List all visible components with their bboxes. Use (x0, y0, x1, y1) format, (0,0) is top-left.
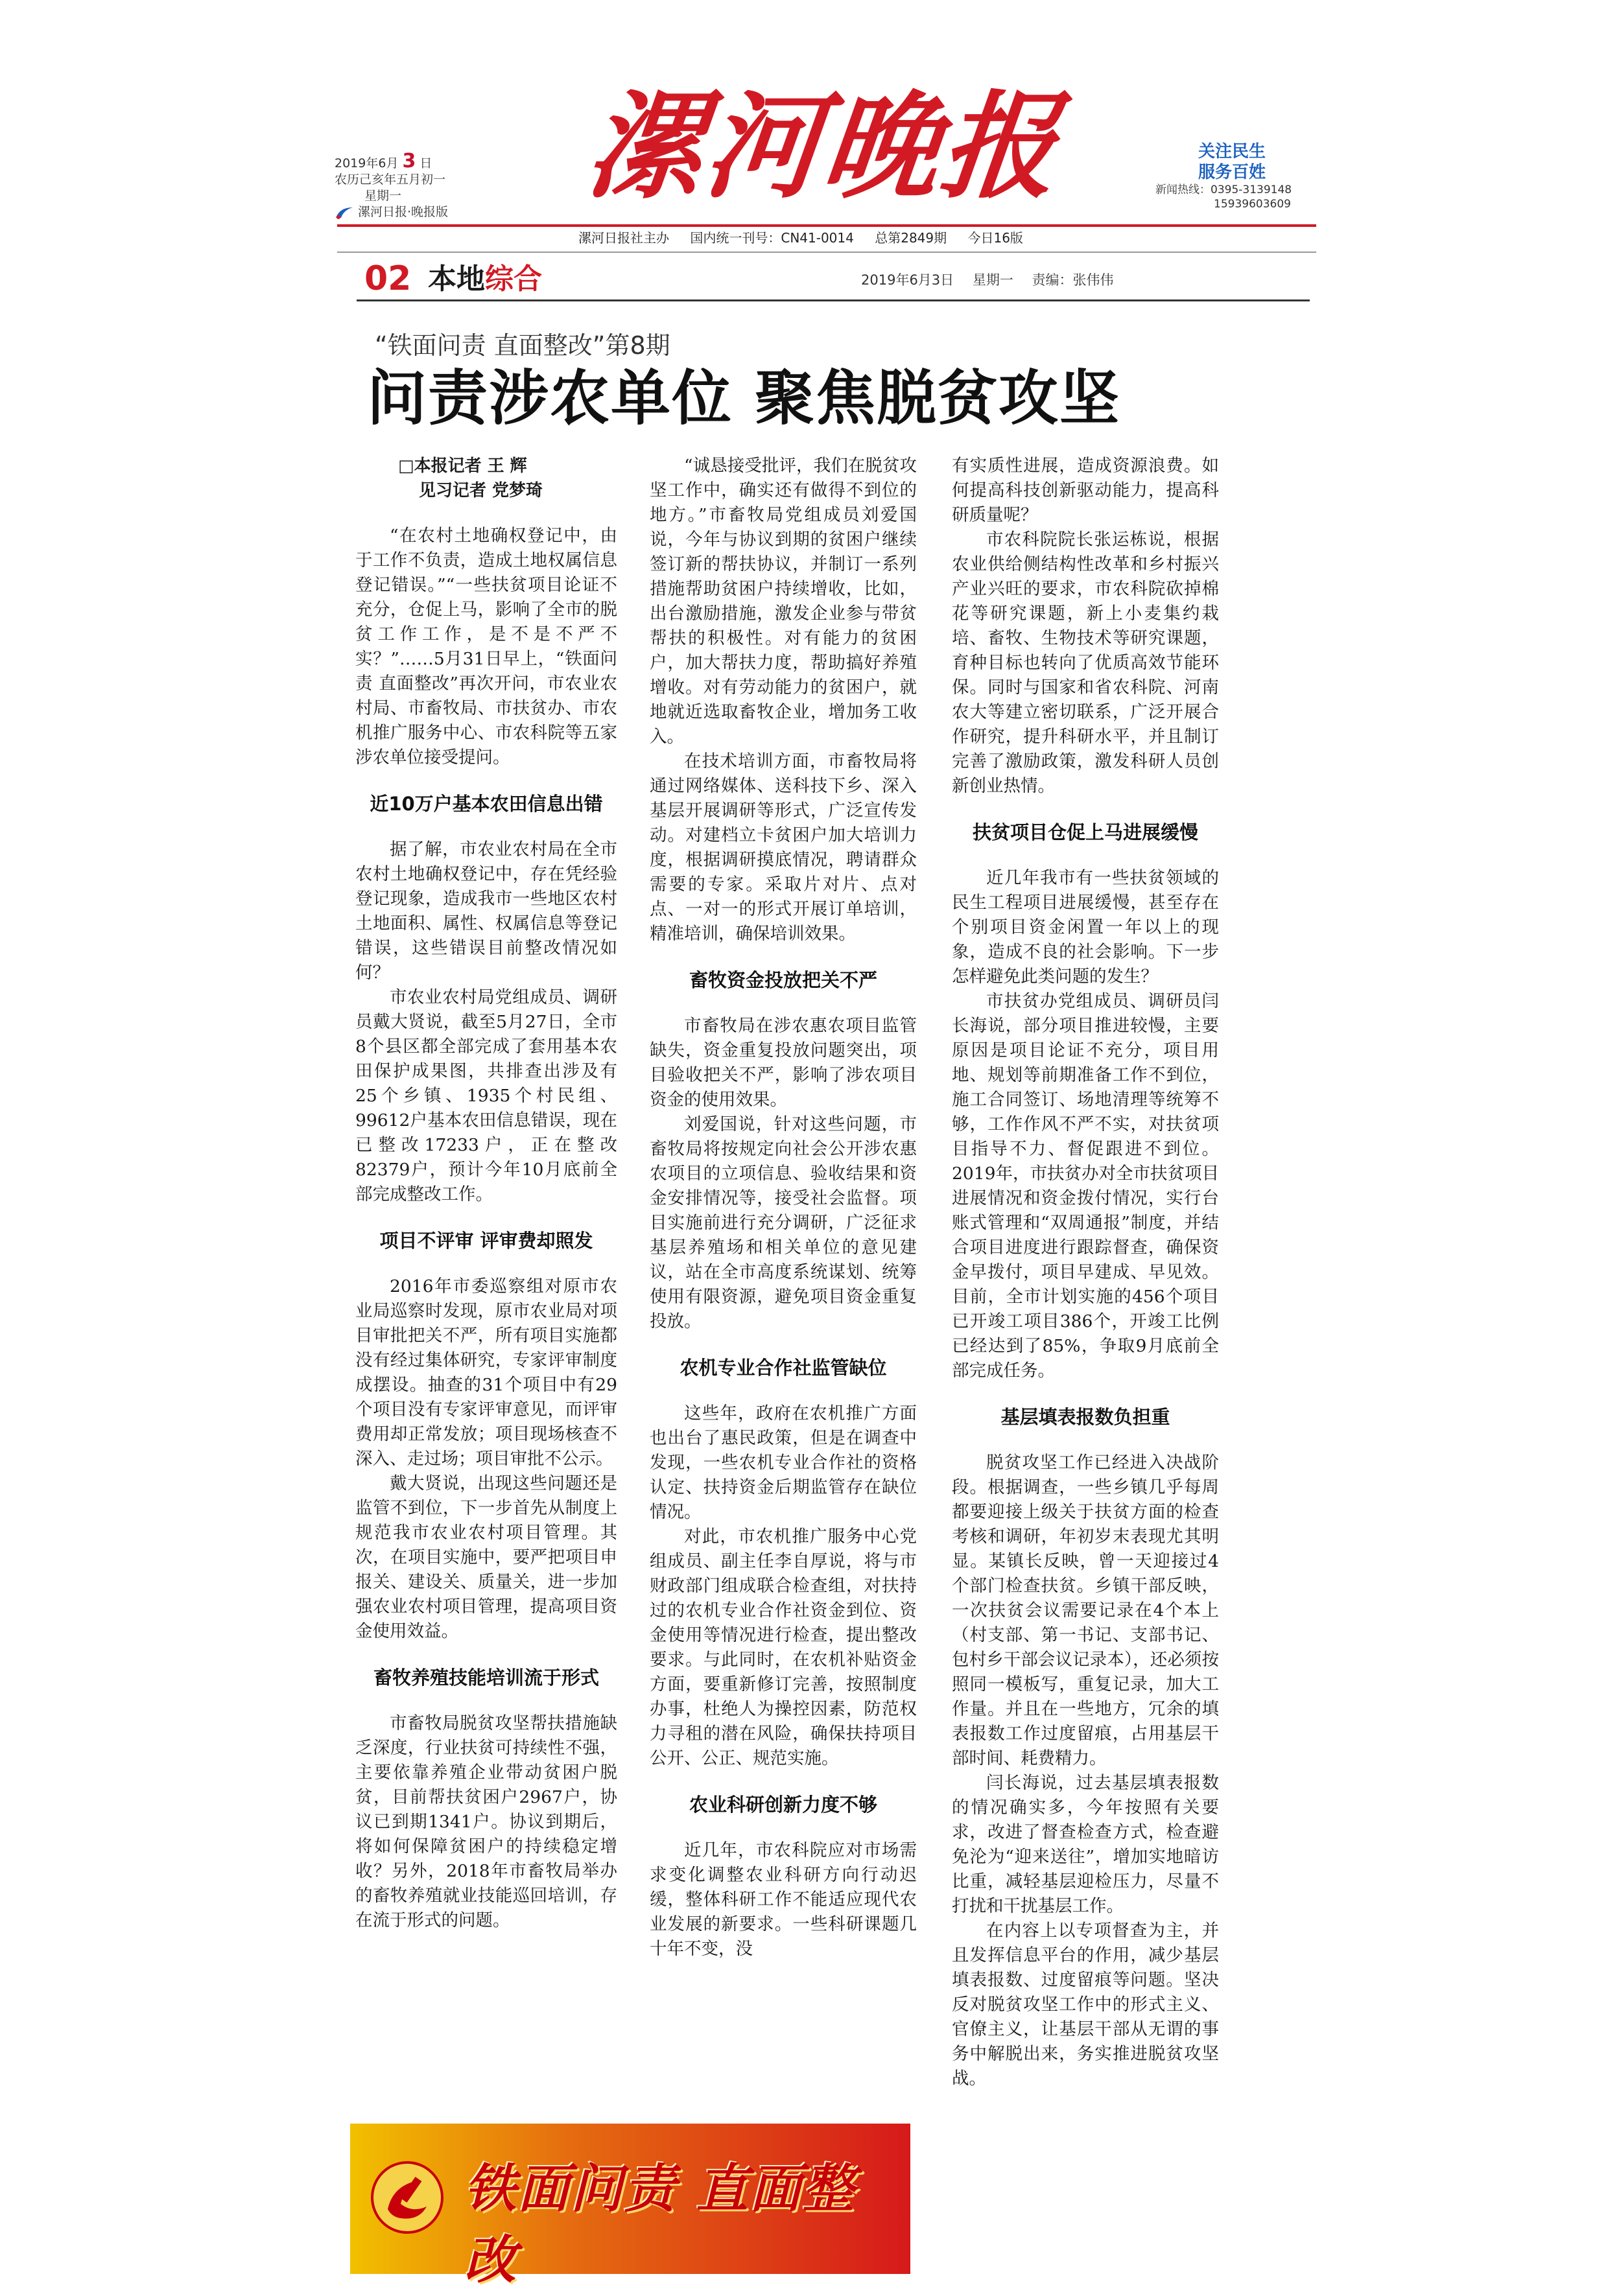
subheading: 畜牧资金投放把关不严 (689, 969, 877, 991)
paragraph: 市畜牧局脱贫攻坚帮扶措施缺乏深度，行业扶贫可持续性不强，主要依靠养殖企业带动贫困户脱贫，目前帮扶贫困户2967户，协议已到期1341户。协议到期后，将如何保障贫困户的持续稳定增收？另外，2018年市畜牧局举办的畜牧养殖就业技能巡回培训，存在流于形式的问题。 (355, 1713, 617, 1930)
paragraph: 2016年市委巡察组对原市农业局巡察时发现，原市农业局对项目审批把关不严，所有项目实施都没有经过集体研究，专家评审制度成摆设。抽查的31个项目中有29个项目没有专家评审意见，而评审费用却正常发放；项目现场核查不深入、走过场；项目审批不公示。 (355, 1276, 617, 1469)
masthead-edition-org: 漯河日报·晚报版 (358, 205, 449, 219)
masthead-title: 漯河晚报 (580, 78, 1067, 214)
masthead-date-day: 3 (402, 150, 416, 172)
pub-cn: 国内统一刊号：CN41-0014 (690, 230, 854, 246)
pub-issue: 总第2849期 (875, 230, 947, 246)
masthead-date-suffix: 日 (420, 156, 432, 170)
subheading: 近10万户基本农田信息出错 (370, 793, 603, 815)
paragraph: 这些年，政府在农机推广方面也出台了惠民政策，但是在调查中发现，一些农机专业合作社的资格认定、扶持资金后期监管存在缺位情况。 (650, 1403, 917, 1522)
pub-pages: 今日16版 (967, 230, 1023, 246)
section-name-a: 本地 (428, 263, 485, 296)
article-kicker: “铁面问责 直面整改”第8期 (375, 331, 670, 360)
section-name-b: 综合 (485, 263, 542, 296)
paragraph: 对此，市农机推广服务中心党组成员、副主任李自厚说，将与市财政部门组成联合检查组，对扶持过的农机专业合作社资金到位、资金使用等情况进行检查，提出整改要求。与此同时，在农机补贴资金方面，要重新修订完善，按照制度办事，杜绝人为操控因素，防范权力寻租的潜在风险，确保扶持项目公开、公正、规范实施。 (650, 1527, 917, 1768)
paragraph: 据了解，市农业农村局在全市农村土地确权登记中，存在凭经验登记现象，造成我市一些地区农村土地面积、属性、权属信息等登记错误，这些错误目前整改情况如何？ (355, 839, 617, 983)
paragraph: 市农科院院长张运栋说，根据农业供给侧结构性改革和乡村振兴产业兴旺的要求，市农科院砍掉棉花等研究课题，新上小麦集约栽培、畜牧、生物技术等研究课题，育种目标也转向了优质高效节能环保。同时与国家和省农科院、河南农大等建立密切联系，广泛开展合作研究，提升科研水平，并且制订完善了激励政策，激发科研人员创新创业热情。 (952, 530, 1219, 796)
masthead-hotline (1155, 183, 1324, 211)
slogan-line-1: 关注民生 (1198, 142, 1266, 161)
subheading: 项目不评审 评审费却照发 (379, 1230, 593, 1252)
paragraph: 市农业农村局党组成员、调研员戴大贤说，截至5月27日，全市8个县区都全部完成了套用基本农田保护成果图，共排查出涉及有25个乡镇、1935个村民组、99612户基本农田信息错误，现在已整改17233户，正在整改82379户，预计今年10月底前全部完成整改工作。 (355, 987, 617, 1204)
article-headline: 问责涉农单位 聚焦脱贫攻坚 (367, 364, 1121, 433)
paragraph: 戴大贤说，出现这些问题还是监管不到位，下一步首先从制度上规范我市农业农村项目管理。其次，在项目实施中，要严把项目申报关、建设关、质量关，进一步加强农业农村项目管理，提高项目资金使用效益。 (355, 1473, 617, 1641)
subheading: 农机专业合作社监管缺位 (680, 1357, 887, 1379)
masthead-date: 2019年6月 (335, 156, 399, 170)
paragraph: 闫长海说，过去基层填表报数的情况确实多，今年按照有关要求，改进了督查检查方式，检查避免沦为“迎来送往”，增加实地暗访比重，减轻基层迎检压力，尽量不打扰和干扰基层工作。 (952, 1773, 1219, 1916)
subheading: 扶贫项目仓促上马进展缓慢 (972, 821, 1198, 843)
section-number: 02 (364, 259, 412, 298)
paragraph: “在农村土地确权登记中，由于工作不负责，造成土地权属信息登记错误。”“一些扶贫项目论证不充分，仓促上马，影响了全市的脱贫工作工作，是不是不严不实？”……5月31日早上，“铁面问责 直面整改”再次开问，市农业农村局、市畜牧局、市扶贫办、市农机推广服务中心、市农科院等五家涉农单位接受提问。 (355, 526, 617, 767)
paragraph: 有实质性进展，造成资源浪费。如何提高科技创新驱动能力，提高科研质量呢？ (952, 456, 1219, 525)
slogan-line-2: 服务百姓 (1198, 163, 1266, 182)
paragraph: 脱贫攻坚工作已经进入决战阶段。根据调查，一些乡镇几乎每周都要迎接上级关于扶贫方面的检查考核和调研，年初岁末表现尤其明显。某镇长反映，曾一天迎接过4个部门检查扶贫。乡镇干部反映，一次扶贫会议需要记录在4个本上（村支部、第一书记、支部书记、包村乡干部会议记录本），还必须按照同一模板写，重复记录，加大工作量。并且在一些地方，冗余的填表报数工作过度留痕，占用基层干部时间、耗费精力。 (952, 1453, 1219, 1768)
section-date: 2019年6月3日 (861, 272, 954, 288)
subheading: 畜牧养殖技能培训流于形式 (373, 1667, 599, 1689)
subheading: 基层填表报数负担重 (1000, 1406, 1170, 1428)
article-column-3 (952, 454, 1219, 2091)
paragraph: 近几年我市有一些扶贫领域的民生工程项目进展缓慢，甚至存在个别项目资金闲置一年以上的现象，造成不良的社会影响。下一步怎样避免此类问题的发生？ (952, 868, 1219, 987)
masthead-red-rule (337, 224, 1316, 227)
publication-info (578, 228, 1292, 248)
pub-host: 漯河日报社主办 (578, 230, 669, 246)
paragraph: 市畜牧局在涉农惠农项目监管缺失，资金重复投放问题突出，项目验收把关不严，影响了涉农项目资金的使用效果。 (650, 1016, 917, 1110)
paragraph: 刘爱国说，针对这些问题，市畜牧局将按规定向社会公开涉农惠农项目的立项信息、验收结果和资金安排情况等，接受社会监督。项目实施前进行充分调研，广泛征求基层养殖场和相关单位的意见建议，站在全市高度系统谋划、统筹使用有限资源，避免项目资金重复投放。 (650, 1114, 917, 1331)
section-name (428, 261, 542, 298)
section-meta (861, 271, 1128, 289)
paragraph: 在技术培训方面，市畜牧局将通过网络媒体、送科技下乡、深入基层开展调研等形式，广泛宣传发动。对建档立卡贫困户加大培训力度，根据调研摸底情况，聘请群众需要的专家。采取片对片、点对点、一对一的形式开展订单培训，精准培训，确保培训效果。 (650, 751, 917, 944)
byline-trainee: 见习记者 党梦琦 (419, 481, 543, 500)
hotline-phone: 新闻热线：0395-3139148 (1155, 183, 1292, 196)
paragraph: 市扶贫办党组成员、调研员闫长海说，部分项目推进较慢，主要原因是项目论证不充分，项目用地、规划等前期准备工作不到位，施工合同签订、场地清理等统筹不够，工作作风不严不实，对扶贫项目指导不力、督促跟进不到位。2019年，市扶贫办对全市扶贫项目进展情况和资金拨付情况，实行台账式管理和“双周通报”制度，并结合项目进度进行跟踪督查，确保资金早拨付，项目早建成、早见效。目前，全市计划实施的456个项目已开竣工项目386个，开竣工比例已经达到了85%，争取9月底前全部完成任务。 (952, 991, 1219, 1381)
party-emblem-icon (362, 2159, 453, 2236)
section-weekday: 星期一 (972, 272, 1013, 288)
banner-title: 铁面问责 直面整改 (464, 2159, 856, 2290)
paragraph: “诚恳接受批评，我们在脱贫攻坚工作中，确实还有做得不到位的地方。”市畜牧局党组成员刘爱国说，今年与协议到期的贫困户继续签订新的帮扶协议，并制订一系列措施帮助贫困户持续增收，比如，出台激励措施，激发企业参与带贫帮扶的积极性。对有能力的贫困户，加大帮扶力度，帮助搞好养殖增收。对有劳动能力的贫困户，就地就近选取畜牧企业，增加务工收入。 (650, 456, 917, 747)
masthead-lunar: 农历己亥年五月初一 (335, 172, 446, 187)
section-divider (357, 299, 1310, 301)
section-editor: 责编：张伟伟 (1032, 272, 1114, 288)
masthead-date-block (335, 150, 529, 220)
article-column-2 (650, 454, 917, 1962)
byline-reporter: □本报记者 王 辉 (398, 456, 527, 476)
paragraph: 近几年，市农科院应对市场需求变化调整农业科研方向行动迟缓，整体科研工作不能适应现代农业发展的新要求。一些科研课题几十年不变，没 (650, 1840, 917, 1959)
subheading: 农业科研创新力度不够 (689, 1794, 877, 1816)
masthead-slogan (1174, 141, 1290, 183)
hotline-mobile: 15939603609 (1214, 198, 1291, 211)
newspaper-logo-icon (335, 205, 354, 220)
masthead-weekday: 星期一 (364, 189, 402, 203)
paragraph: 在内容上以专项督查为主，并且发挥信息平台的作用，减少基层填表报数、过度留痕等问题。坚决反对脱贫攻坚工作中的形式主义、官僚主义，让基层干部从无谓的事务中解脱出来，务实推进脱贫攻坚战。 (952, 1921, 1219, 2089)
article-column-1 (355, 454, 617, 1933)
masthead-divider (337, 252, 1316, 253)
article-byline (398, 454, 617, 503)
